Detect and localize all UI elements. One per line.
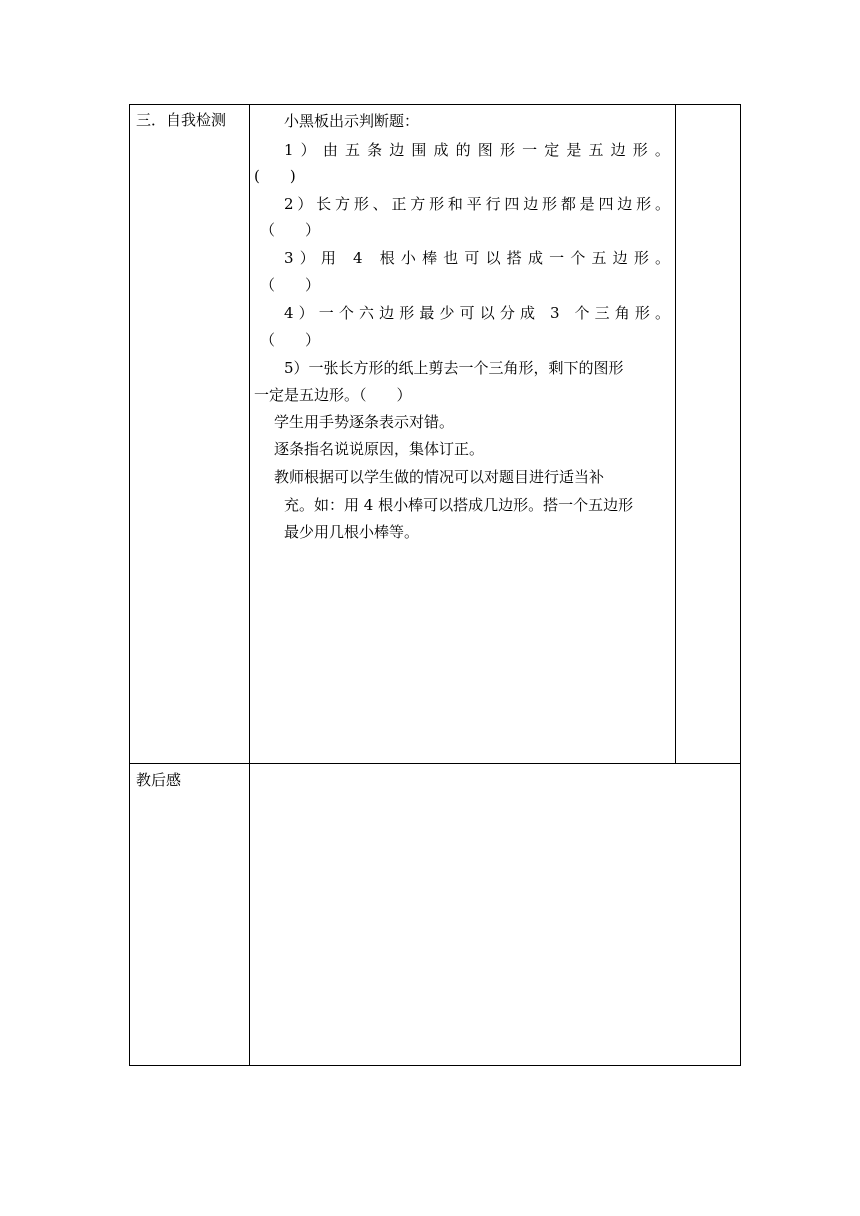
note-teacher-line2: 充。如：用 4 根小棒可以搭成几边形。搭一个五边形 [284, 496, 634, 514]
section-label-reflection: 教后感 [136, 771, 182, 789]
question-4-answer: （ ） [260, 331, 321, 349]
question-5-text-line2: 一定是五边形。（ ） [254, 386, 412, 404]
question-4-text: 4）一个六边形最少可以分成 3 个三角形。 [284, 304, 676, 322]
row-divider [129, 763, 741, 764]
section-label-self-check: 三．自我检测 [136, 111, 227, 129]
question-1 [284, 137, 678, 164]
question-1-text: 1）由五条边围成的图形一定是五边形。 [284, 141, 678, 159]
question-2-text: 2）长方形、正方形和平行四边形都是四边形。 [284, 195, 674, 213]
intro-text: 小黑板出示判断题： [284, 112, 420, 130]
note-correction: 逐条指名说说原因，集体订正。 [274, 440, 485, 458]
question-3-text: 3）用 4 根小棒也可以搭成一个五边形。 [284, 249, 677, 267]
question-3-answer: （ ） [260, 276, 321, 294]
column-divider-left [249, 104, 250, 1066]
note-gesture: 学生用手势逐条表示对错。 [274, 413, 455, 431]
question-5-text-line1: 5）一张长方形的纸上剪去一个三角形，剩下的图形 [284, 359, 624, 377]
column-divider-right [675, 104, 676, 764]
note-teacher-line3: 最少用几根小棒等。 [284, 523, 420, 541]
question-2-answer: （ ） [260, 221, 321, 239]
note-teacher-line1: 教师根据可以学生做的情况可以对题目进行适当补 [274, 468, 605, 486]
question-1-answer: ( ) [254, 167, 296, 185]
